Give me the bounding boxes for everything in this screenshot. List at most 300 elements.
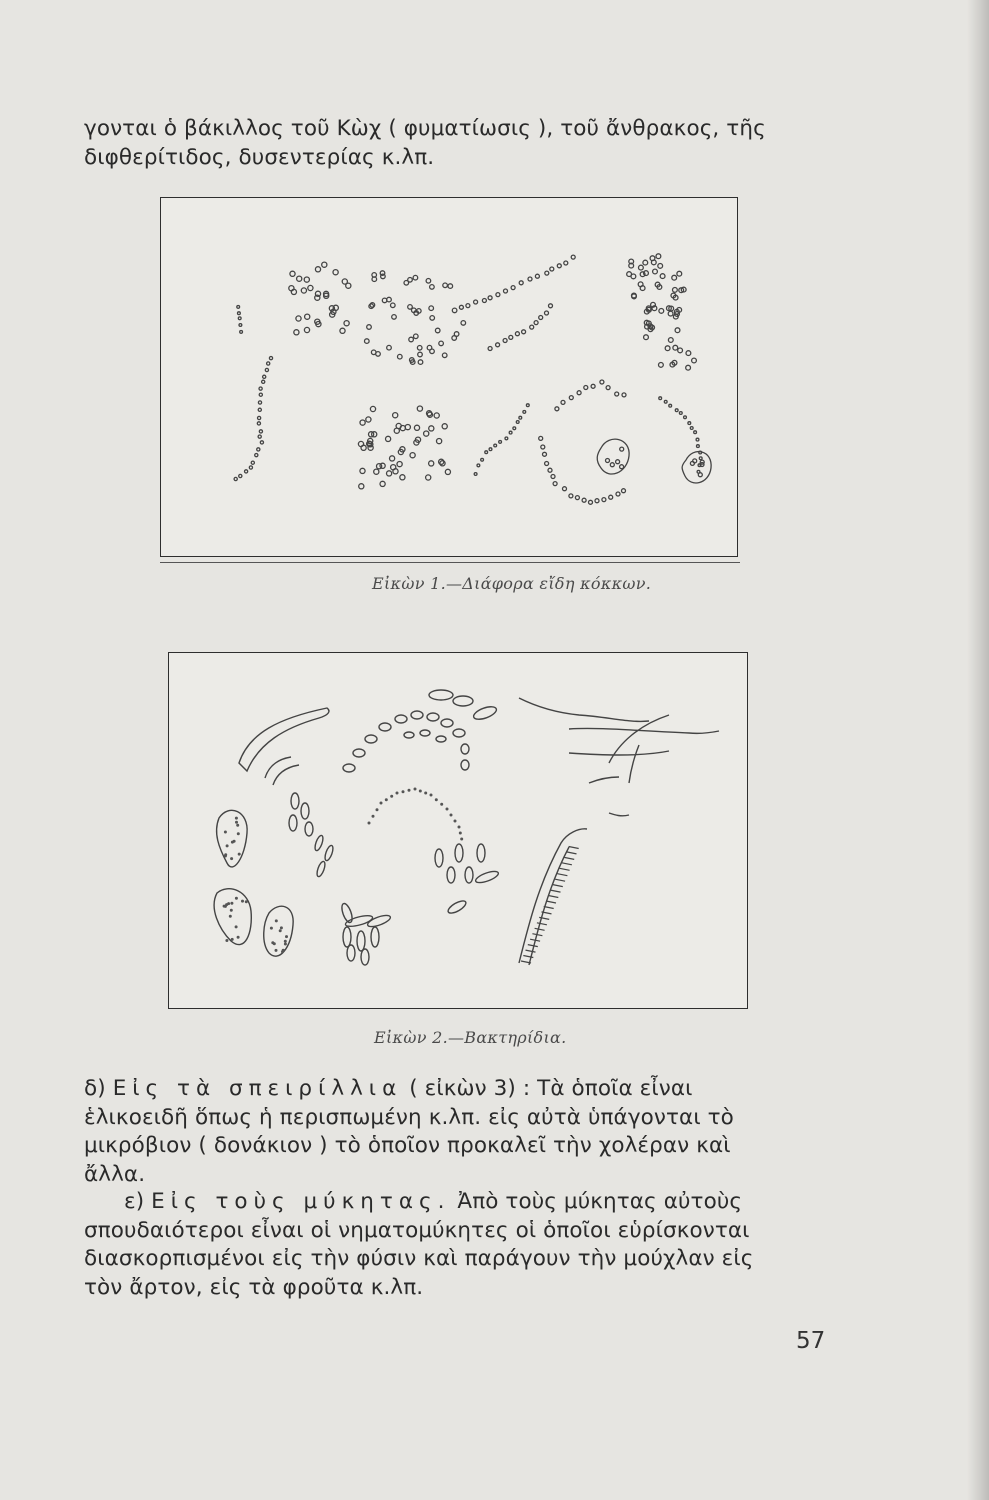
coccus-dot	[445, 469, 450, 474]
coccus-dot	[304, 327, 309, 332]
granule-dot	[450, 814, 453, 817]
striation	[555, 879, 565, 881]
coccus-dot	[656, 254, 661, 259]
coccus-dot	[417, 346, 422, 351]
coccus-dot	[577, 391, 581, 395]
page-number: 57	[796, 1328, 826, 1354]
coccus-dot	[437, 439, 442, 444]
coccus-dot	[360, 420, 365, 425]
figure-1-caption: Εἰκὼν 1.—Διάφορα εἴδη κόκκων.	[372, 574, 652, 593]
coccus-dot	[251, 461, 254, 464]
coccus-dot	[526, 404, 529, 407]
coccus-dot	[296, 316, 301, 321]
coccus-dot	[257, 422, 260, 425]
coccus-dot	[557, 264, 561, 268]
coccus-dot	[394, 428, 399, 433]
coccus-dot	[677, 271, 682, 276]
coccus-dot	[511, 286, 515, 290]
coccus-dot	[418, 352, 423, 357]
coccus-dot	[509, 431, 512, 434]
granule-dot	[233, 840, 236, 843]
section-heading: Εἰς τὰ σπειρίλλια	[112, 1076, 403, 1101]
granule-dot	[275, 919, 278, 922]
coccus-dot	[429, 461, 434, 466]
coccus-dot	[684, 416, 687, 419]
text-line: ἄλλα.	[84, 1161, 146, 1187]
coccus-dot	[265, 368, 268, 371]
granule-dot	[285, 935, 288, 938]
coccus-dot	[258, 416, 261, 419]
coccus-dot	[528, 277, 532, 281]
coccus-dot	[668, 338, 673, 343]
coccus-dot	[659, 309, 664, 314]
text-fragment: ( εἰκὼν 3) : Τὰ ὁποῖα εἶναι	[409, 1076, 693, 1101]
coccus-dot	[541, 445, 545, 449]
striation	[564, 857, 574, 859]
granule-dot	[284, 943, 287, 946]
coccus-dot	[380, 481, 385, 486]
striation	[557, 874, 567, 876]
coccus-dot	[414, 334, 419, 339]
coccus-dot	[503, 339, 507, 343]
coccus-dot	[627, 272, 632, 277]
coccus-dot	[259, 393, 262, 396]
coccus-dot	[494, 444, 497, 447]
coccus-dot	[499, 441, 502, 444]
coccus-dot	[488, 347, 492, 351]
coccus-dot	[238, 312, 241, 315]
granule-dot	[385, 798, 388, 801]
coccus-dot	[365, 339, 370, 344]
coccus-dot	[692, 358, 697, 363]
coccus-dot	[602, 498, 606, 502]
coccus-dot	[426, 475, 431, 480]
coccus-dot	[409, 337, 414, 342]
granule-dot	[229, 915, 232, 918]
striation	[562, 863, 572, 865]
coccus-dot	[408, 305, 413, 310]
coccus-dot	[644, 335, 649, 340]
coccus-dot	[344, 321, 349, 326]
coccus-dot	[575, 496, 579, 500]
granule-dot	[376, 808, 379, 811]
coccus-dot	[697, 445, 700, 448]
text-line: ἑλικοειδῆ ὅπως ἡ περισπωμένη κ.λπ. εἰς αὐτὰ ὑπάγονται τὸ	[84, 1104, 734, 1130]
coccus-dot	[496, 293, 500, 297]
striation	[546, 901, 556, 903]
coccus-dot	[410, 453, 415, 458]
coccus-dot	[259, 430, 262, 433]
coccus-dot	[259, 387, 262, 390]
cocci-illustration	[161, 198, 737, 556]
granule-dot	[237, 936, 240, 939]
coccus-dot	[238, 317, 241, 320]
coccus-dot	[488, 296, 492, 300]
granule-dot	[414, 788, 417, 791]
granule-dot	[235, 897, 238, 900]
coccus-dot	[555, 407, 559, 411]
text-line: διφθερίτιδος, δυσεντερίας κ.λπ.	[84, 144, 435, 170]
coccus-dot	[426, 279, 431, 284]
granule-dot	[270, 927, 273, 930]
coccus-dot	[545, 462, 549, 466]
text-line: τὸν ἄρτον, εἰς τὰ φροῦτα κ.λπ.	[84, 1274, 424, 1300]
coccus-dot	[485, 451, 488, 454]
coccus-dot	[290, 271, 295, 276]
paragraph-spirilla	[84, 1075, 836, 1189]
coccus-dot	[390, 456, 395, 461]
granule-dot	[235, 925, 238, 928]
coccus-dot	[430, 285, 435, 290]
coccus-dot	[427, 345, 432, 350]
coccus-dot	[675, 409, 678, 412]
granule-dot	[282, 949, 285, 952]
coccus-dot	[678, 348, 683, 353]
coccus-dot	[333, 270, 338, 275]
coccus-dot	[595, 499, 599, 503]
coccus-dot	[442, 353, 447, 358]
coccus-dot	[523, 411, 526, 414]
coccus-dot	[686, 351, 691, 356]
coccus-dot	[461, 321, 466, 326]
striation	[548, 896, 558, 898]
coccus-dot	[582, 498, 586, 502]
granule-dot	[238, 853, 241, 856]
section-heading: Εἰς τοὺς μύκητας.	[151, 1189, 451, 1214]
coccus-dot	[474, 473, 477, 476]
granule-dot	[225, 939, 228, 942]
coccus-dot	[448, 284, 453, 289]
granule-dot	[273, 942, 276, 945]
coccus-dot	[414, 425, 419, 430]
granule-dot	[235, 821, 238, 824]
item-label: ε)	[124, 1189, 145, 1214]
coccus-dot	[452, 308, 457, 313]
coccus-dot	[569, 396, 573, 400]
coccus-dot	[315, 267, 320, 272]
granule-dot	[224, 905, 227, 908]
granule-dot	[231, 938, 234, 941]
granule-dot	[454, 820, 457, 823]
coccus-dot	[563, 487, 567, 491]
coccus-dot	[405, 425, 410, 430]
coccus-dot	[269, 357, 272, 360]
coccus-dot	[452, 336, 457, 341]
granule-dot	[419, 790, 422, 793]
granule-dot	[226, 844, 229, 847]
granule-dot	[224, 853, 227, 856]
coccus-dot	[439, 341, 444, 346]
coccus-dot	[699, 457, 702, 460]
coccus-dot	[622, 393, 626, 397]
coccus-dot	[429, 426, 434, 431]
coccus-dot	[257, 448, 260, 451]
granule-dot	[380, 802, 383, 805]
coccus-dot	[622, 489, 626, 493]
coccus-dot	[694, 431, 697, 434]
coccus-dot	[393, 413, 398, 418]
striation	[553, 885, 563, 887]
coccus-dot	[380, 463, 385, 468]
coccus-dot	[400, 475, 405, 480]
coccus-dot	[606, 459, 610, 463]
coccus-dot	[260, 441, 263, 444]
coccus-dot	[367, 325, 372, 330]
text-line: σπουδαιότεροι εἶναι οἱ νηματομύκητες οἱ ὁποῖοι εὑρίσκονται	[84, 1217, 750, 1243]
granule-dot	[446, 808, 449, 811]
coccus-dot	[360, 468, 365, 473]
coccus-dot	[610, 463, 614, 467]
granule-dot	[236, 824, 239, 827]
coccus-dot	[660, 274, 665, 279]
coccus-dot	[673, 288, 678, 293]
coccus-dot	[545, 271, 549, 275]
coccus-dot	[584, 386, 588, 390]
coccus-dot	[429, 306, 434, 311]
coccus-dot	[653, 269, 658, 274]
coccus-dot	[305, 314, 310, 319]
coccus-dot	[387, 345, 392, 350]
coccus-dot	[340, 328, 345, 333]
coccus-dot	[397, 462, 402, 467]
coccus-dot	[639, 265, 644, 270]
coccus-dot	[550, 267, 554, 271]
granule-dot	[230, 857, 233, 860]
text-line: γονται ὁ βάκιλλος τοῦ Κὼχ ( φυματίωσις ), τοῦ ἄνθρακος, τῆς	[84, 116, 766, 141]
coccus-dot	[686, 365, 691, 370]
coccus-dot	[606, 386, 610, 390]
coccus-dot	[539, 316, 543, 320]
granule-dot	[230, 909, 233, 912]
striation	[560, 868, 570, 870]
granule-dot	[396, 792, 399, 795]
granule-dot	[459, 832, 462, 835]
coccus-dot	[609, 495, 613, 499]
coccus-dot	[696, 438, 699, 441]
coccus-dot	[589, 500, 593, 504]
coccus-dot	[659, 397, 662, 400]
coccus-dot	[643, 260, 648, 265]
granule-dot	[230, 902, 233, 905]
coccus-dot	[513, 427, 516, 430]
granule-dot	[402, 790, 405, 793]
granule-dot	[435, 798, 438, 801]
granule-dot	[430, 794, 433, 797]
striation	[526, 950, 536, 952]
coccus-dot	[376, 352, 381, 357]
coccus-dot	[408, 278, 413, 283]
coccus-dot	[418, 360, 423, 365]
coccus-dot	[672, 275, 677, 280]
coccus-dot	[616, 460, 620, 464]
granule-dot	[424, 792, 427, 795]
coccus-dot	[294, 330, 299, 335]
coccus-dot	[245, 470, 248, 473]
coccus-dot	[370, 406, 375, 411]
coccus-dot	[308, 285, 313, 290]
coccus-dot	[690, 461, 694, 465]
striation	[537, 923, 547, 925]
coccus-dot	[342, 279, 347, 284]
coccus-dot	[359, 484, 364, 489]
coccus-dot	[664, 400, 667, 403]
coccus-dot	[516, 421, 519, 424]
coccus-dot	[549, 304, 553, 308]
granule-dot	[241, 900, 244, 903]
coccus-dot	[474, 300, 478, 304]
coccus-dot	[239, 324, 242, 327]
coccus-dot	[387, 471, 392, 476]
coccus-dot	[424, 431, 429, 436]
coccus-dot	[466, 304, 470, 308]
granule-dot	[275, 949, 278, 952]
coccus-dot	[659, 363, 664, 368]
figure-1-cocci	[160, 197, 738, 557]
coccus-dot	[668, 311, 673, 316]
coccus-dot	[237, 306, 240, 309]
coccus-dot	[374, 469, 379, 474]
coccus-dot	[669, 404, 672, 407]
granule-dot	[368, 822, 371, 825]
coccus-dot	[258, 435, 261, 438]
coccus-dot	[675, 328, 680, 333]
coccus-dot	[398, 354, 403, 359]
divider	[160, 562, 740, 563]
striation	[535, 928, 545, 930]
coccus-dot	[258, 401, 261, 404]
coccus-dot	[665, 346, 670, 351]
coccus-dot	[361, 445, 366, 450]
cell-blob	[597, 439, 629, 474]
coccus-dot	[548, 468, 552, 472]
coccus-dot	[569, 494, 573, 498]
coccus-dot	[386, 436, 391, 441]
coccus-dot	[561, 400, 565, 404]
coccus-dot	[255, 454, 258, 457]
coccus-dot	[430, 316, 435, 321]
coccus-dot	[304, 277, 309, 282]
granule-dot	[224, 831, 227, 834]
item-label: δ)	[84, 1076, 106, 1101]
coccus-dot	[417, 406, 422, 411]
coccus-dot	[543, 452, 547, 456]
coccus-dot	[322, 262, 327, 267]
granule-dot	[458, 826, 461, 829]
coccus-dot	[515, 332, 519, 336]
granule-dot	[235, 817, 238, 820]
coccus-dot	[698, 473, 702, 477]
cell-blob	[682, 452, 711, 483]
granule-dot	[460, 838, 463, 841]
coccus-dot	[435, 328, 440, 333]
page-edge-shadow	[967, 0, 989, 1500]
coccus-dot	[482, 299, 486, 303]
striation	[528, 945, 538, 947]
granule-dot	[279, 929, 282, 932]
coccus-dot	[240, 331, 243, 334]
coccus-dot	[262, 380, 265, 383]
coccus-dot	[459, 305, 463, 309]
granule-dot	[440, 803, 443, 806]
striation	[567, 852, 577, 854]
striation	[551, 890, 561, 892]
granule-dot	[245, 900, 248, 903]
coccus-dot	[477, 464, 480, 467]
text-line	[84, 1075, 836, 1104]
text-fragment: Ἀπὸ τοὺς μύκητας αὐτοὺς	[457, 1189, 743, 1214]
coccus-dot	[239, 474, 242, 477]
coccus-dot	[535, 274, 539, 278]
coccus-dot	[505, 437, 508, 440]
coccus-dot	[249, 466, 252, 469]
paragraph-top	[84, 115, 836, 172]
coccus-dot	[297, 276, 302, 281]
bacilli-illustration	[169, 653, 747, 1008]
coccus-dot	[551, 475, 555, 479]
coccus-dot	[442, 424, 447, 429]
coccus-dot	[443, 283, 448, 288]
coccus-dot	[591, 384, 595, 388]
coccus-dot	[534, 321, 538, 325]
coccus-dot	[434, 413, 439, 418]
coccus-dot	[658, 264, 663, 269]
coccus-dot	[615, 392, 619, 396]
coccus-dot	[673, 345, 678, 350]
text-line: μικρόβιον ( δονάκιον ) τὸ ὁποῖον προκαλεῖ τὴν χολέραν καὶ	[84, 1133, 731, 1158]
coccus-dot	[600, 380, 604, 384]
coccus-dot	[539, 436, 543, 440]
coccus-dot	[688, 422, 691, 425]
granule-dot	[284, 940, 287, 943]
coccus-dot	[522, 330, 526, 334]
coccus-dot	[489, 448, 492, 451]
granule-dot	[390, 795, 393, 798]
paragraph-fungi	[84, 1188, 836, 1302]
coccus-dot	[564, 261, 568, 265]
coccus-dot	[258, 408, 261, 411]
text-line	[84, 1188, 836, 1217]
coccus-dot	[413, 275, 418, 280]
coccus-dot	[616, 492, 620, 496]
striation	[569, 847, 579, 849]
figure-2-caption: Εἰκὼν 2.—Βακτηρίδια.	[374, 1028, 567, 1047]
coccus-dot	[504, 289, 508, 293]
granule-dot	[372, 815, 375, 818]
coccus-dot	[267, 362, 270, 365]
coccus-dot	[690, 427, 693, 430]
coccus-dot	[519, 281, 523, 285]
coccus-dot	[392, 315, 397, 320]
coccus-dot	[571, 255, 575, 259]
coccus-dot	[496, 343, 500, 347]
coccus-dot	[234, 477, 237, 480]
coccus-dot	[545, 311, 549, 315]
granule-dot	[237, 832, 240, 835]
coccus-dot	[366, 417, 371, 422]
granule-dot	[280, 926, 283, 929]
coccus-dot	[620, 447, 624, 451]
coccus-dot	[481, 458, 484, 461]
coccus-dot	[391, 303, 396, 308]
coccus-dot	[530, 325, 534, 329]
coccus-dot	[620, 465, 624, 469]
granule-dot	[408, 789, 411, 792]
text-line: διασκορπισμένοι εἰς τὴν φύσιν καὶ παράγουν τὴν μούχλαν εἰς	[84, 1246, 754, 1271]
coccus-dot	[301, 288, 306, 293]
figure-2-bacilli	[168, 652, 748, 1009]
coccus-dot	[509, 335, 513, 339]
coccus-dot	[519, 416, 522, 419]
